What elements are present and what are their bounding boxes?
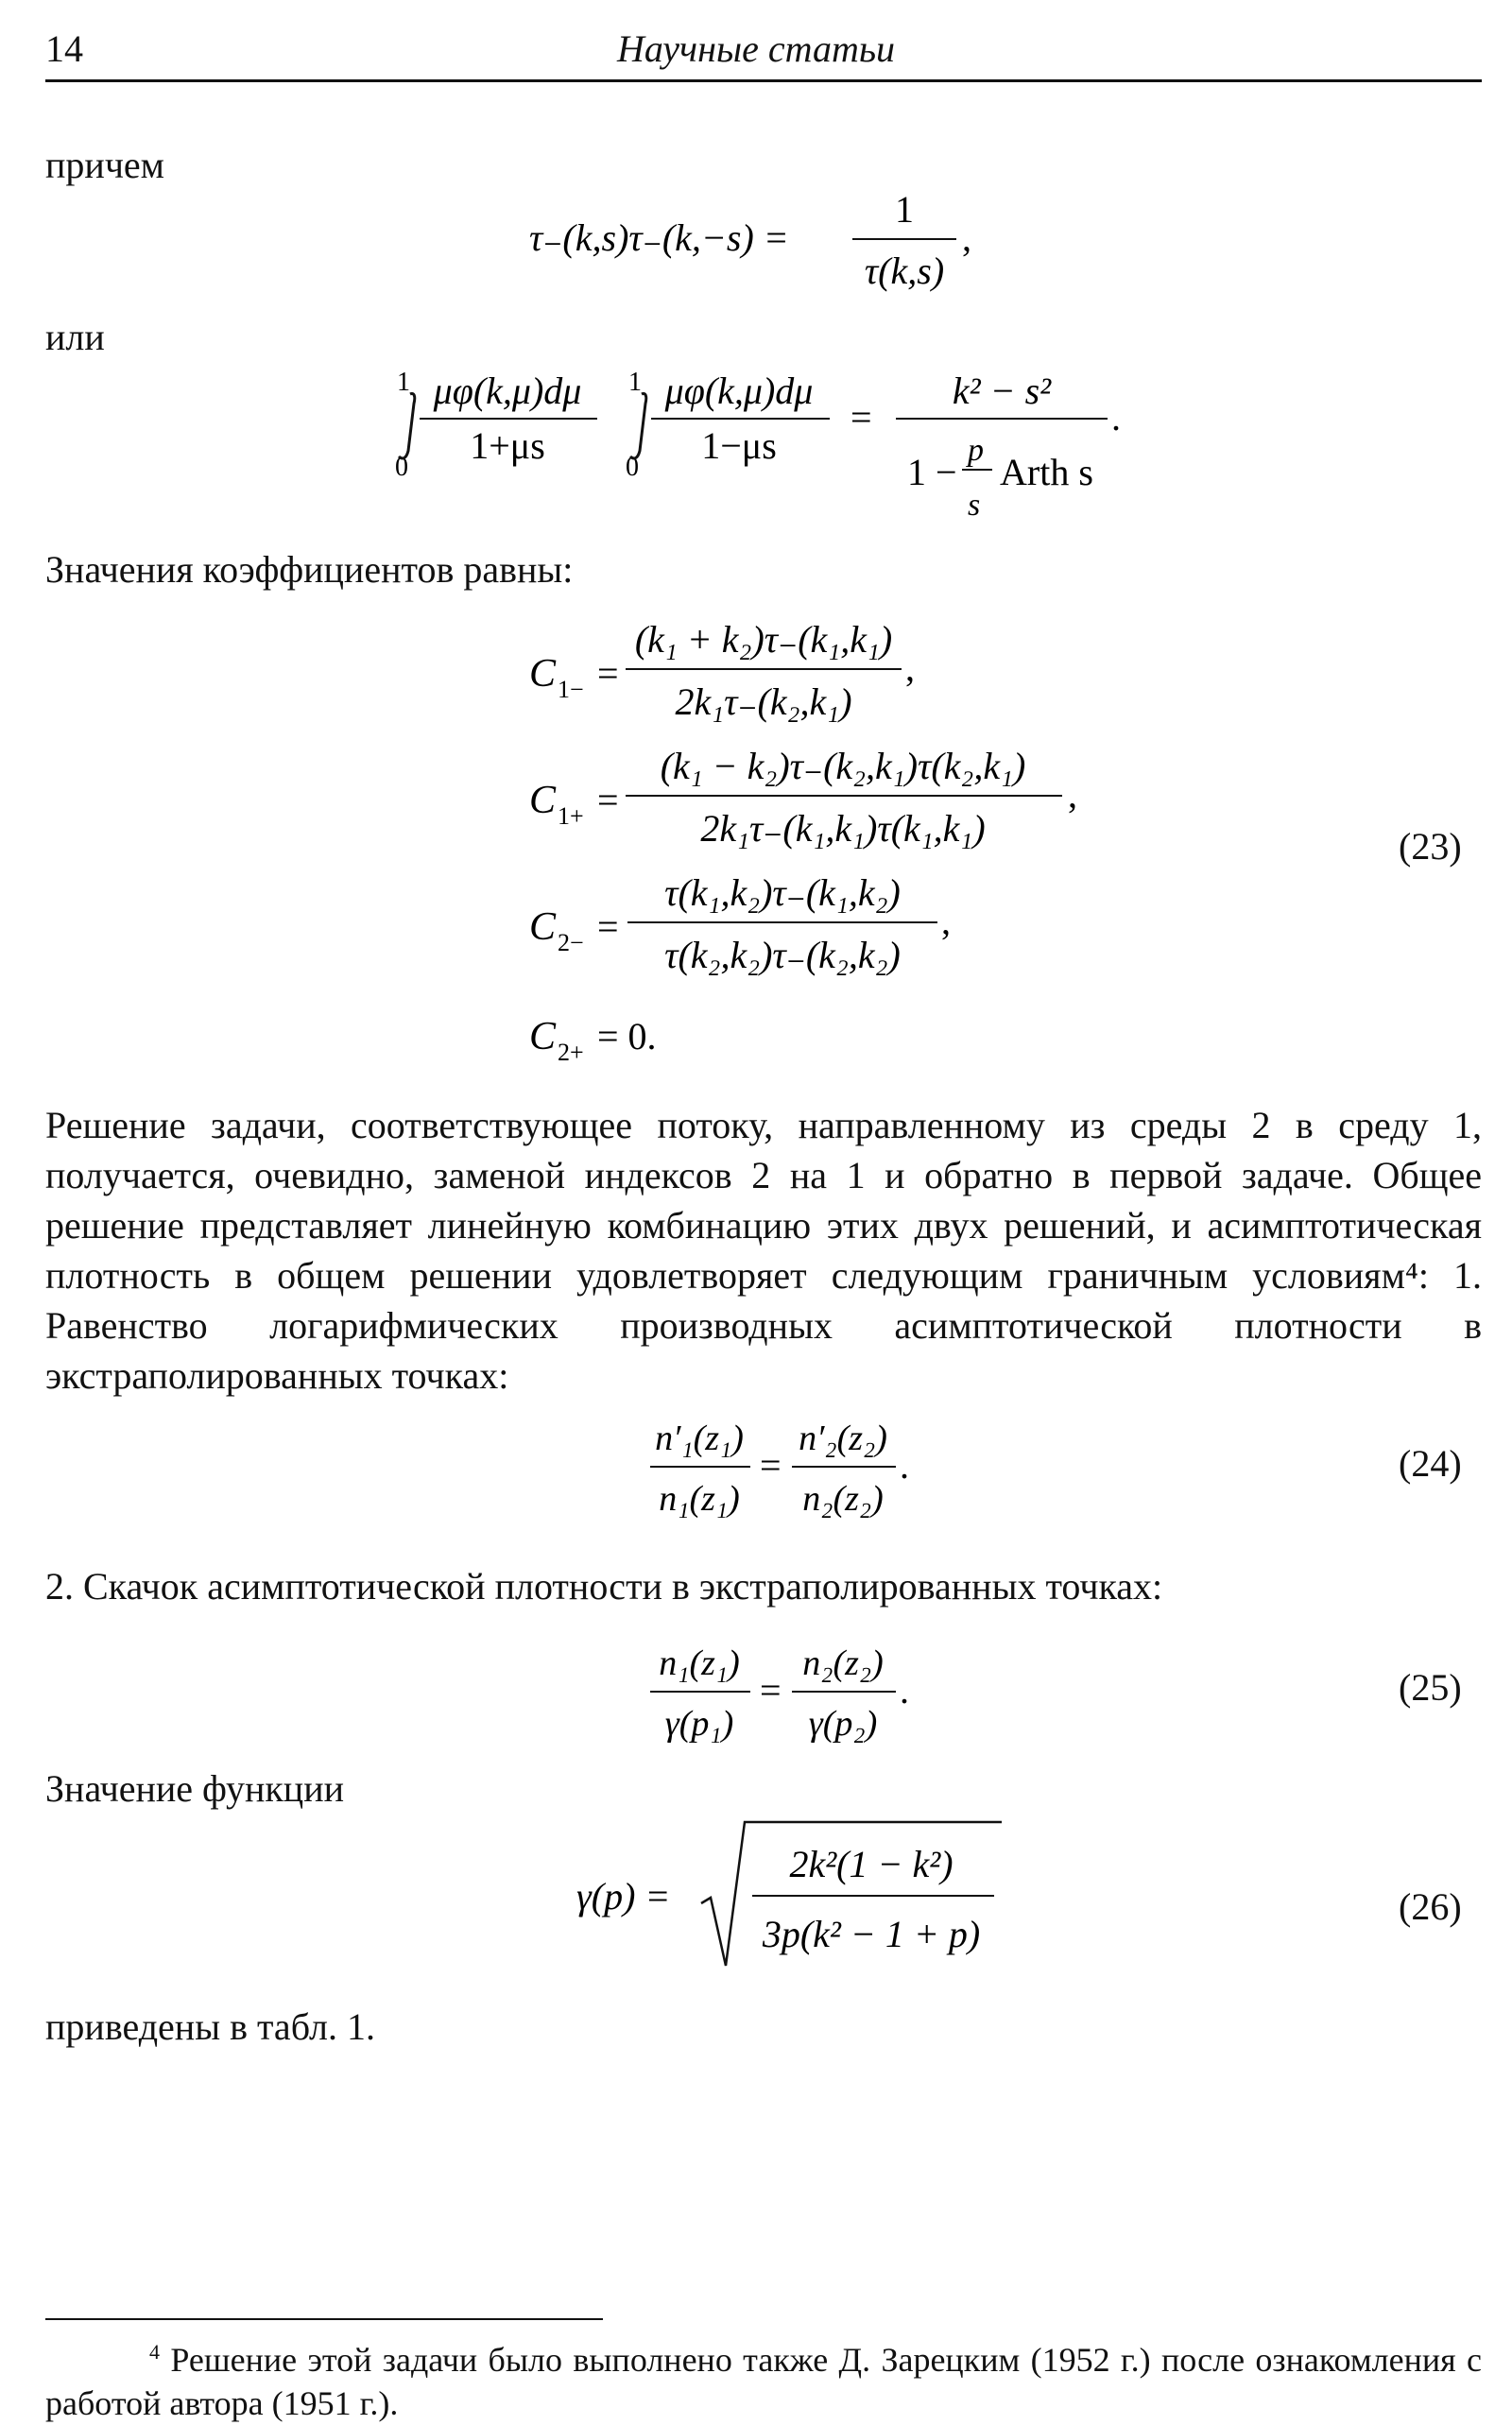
running-title: Научные статьи <box>616 27 896 70</box>
e26-den: 3p(k² − 1 + p) <box>762 1913 981 1955</box>
e25-den2: γ(p₂) <box>808 1704 878 1744</box>
c2m-sub: 2− <box>558 929 584 956</box>
text-coefficients: Значения коэффициентов равны: <box>45 548 574 591</box>
integral-sign-2 <box>630 393 646 458</box>
e25-num1: n₁(z₁) <box>659 1643 740 1683</box>
e24-den2: n₂(z₂) <box>802 1479 884 1519</box>
int3-s: s <box>968 488 981 523</box>
equation-coefficients <box>510 605 1134 1096</box>
int3-den-a: 1 − <box>907 451 957 493</box>
c1p-eq: = <box>597 779 619 821</box>
tau-num: 1 <box>895 188 914 231</box>
c2m-den: τ(k₂,k₂)τ₋(k₂,k₂) <box>664 934 901 976</box>
int1-den: 1+μs <box>470 424 545 467</box>
text-function-value: Значение функции <box>45 1767 345 1810</box>
eq-number-25: (25) <box>1399 1666 1462 1709</box>
c1p-den: 2k₁τ₋(k₁,k₁)τ(k₁,k₁) <box>700 807 986 850</box>
footnote-rule <box>45 2318 603 2320</box>
tau-lhs: τ₋(k,s)τ₋(k,−s) = <box>529 216 789 259</box>
c1p-num: (k₁ − k₂)τ₋(k₂,k₁)τ(k₂,k₁) <box>660 745 1026 787</box>
c1p-sub: 1+ <box>558 802 584 830</box>
e24-equals: = <box>760 1444 782 1487</box>
header-rule <box>45 79 1482 82</box>
e24-tail: . <box>900 1444 909 1487</box>
text-given-in-table: приведены в табл. 1. <box>45 2005 376 2048</box>
paragraph-solution: Решение задачи, соответствующее потоку, направленному из среды 2 в среду 1, получается, очевидно, заменой индексов 2 на 1 и обратно в первой задаче. Общее решение представляет линейную комбинацию этих двух решений, и асимптотическая плотность в общем решении удовлетворяет следующим граничным условиям⁴: 1. Равенство логарифмических производных асимптотической плотности в экстраполированных точках: <box>45 1104 1482 1397</box>
c1m-comma: , <box>905 646 915 689</box>
int3-p: p <box>968 433 984 468</box>
c2p-val: = 0. <box>597 1015 657 1058</box>
c1m-eq: = <box>597 652 619 695</box>
footnote-text: Решение этой задачи было выполнено также Д. Зарецким (1952 г.) после ознакомления с работой автора (1951 г.). <box>45 2341 1482 2422</box>
int2-upper: 1 <box>628 368 642 397</box>
equation-25 <box>643 1633 983 1765</box>
e26-num: 2k²(1 − k²) <box>789 1843 954 1885</box>
int2-den: 1−μs <box>701 424 777 467</box>
c2m-num: τ(k₁,k₂)τ₋(k₁,k₂) <box>664 871 901 914</box>
page-number: 14 <box>45 27 83 70</box>
tau-tail: , <box>962 216 971 259</box>
tau-den: τ(k,s) <box>864 249 945 292</box>
int1-upper: 1 <box>397 368 410 397</box>
c2p-sub: 2+ <box>558 1039 584 1066</box>
int-tail: . <box>1111 396 1121 439</box>
c1p-symbol: C <box>529 779 557 822</box>
int2-lower: 0 <box>626 453 639 482</box>
footnote-mark: 4 <box>149 2340 160 2364</box>
c2m-symbol: C <box>529 905 557 949</box>
equation-tau <box>491 184 1021 307</box>
equation-26 <box>567 1805 1058 1985</box>
e25-tail: . <box>900 1669 909 1711</box>
int-equals: = <box>850 396 872 439</box>
e25-equals: = <box>760 1669 782 1711</box>
int2-num: μφ(k,μ)dμ <box>664 370 814 412</box>
c2m-comma: , <box>941 900 951 942</box>
text-prichem: причем <box>45 144 164 186</box>
c1p-comma: , <box>1068 773 1077 816</box>
eq-number-24: (24) <box>1399 1442 1462 1485</box>
e24-den1: n₁(z₁) <box>659 1479 740 1519</box>
eq-number-26: (26) <box>1399 1885 1462 1928</box>
int3-num: k² − s² <box>952 370 1052 412</box>
c1m-sub: 1− <box>558 676 584 703</box>
c1m-den: 2k₁τ₋(k₂,k₁) <box>675 680 852 723</box>
e25-den1: γ(p₁) <box>664 1704 734 1744</box>
equation-24 <box>643 1408 983 1540</box>
c1m-symbol: C <box>529 652 557 696</box>
e24-num1: n′₁(z₁) <box>655 1419 744 1458</box>
footnote <box>45 2330 1482 2425</box>
integral-sign-1 <box>399 393 415 458</box>
equation-integral <box>378 354 1153 539</box>
e24-num2: n′₂(z₂) <box>799 1419 887 1458</box>
c2p-symbol: C <box>529 1015 557 1058</box>
c1m-num: (k₁ + k₂)τ₋(k₁,k₁) <box>634 618 893 661</box>
e26-lhs: γ(p) = <box>576 1875 671 1918</box>
int1-lower: 0 <box>395 453 408 482</box>
text-jump: 2. Скачок асимптотической плотности в экстраполированных точках: <box>45 1565 1163 1608</box>
e25-num2: n₂(z₂) <box>802 1643 884 1683</box>
int1-num: μφ(k,μ)dμ <box>433 370 582 412</box>
eq-number-23: (23) <box>1399 825 1462 868</box>
int3-arth: Arth s <box>1000 451 1093 493</box>
text-ili: или <box>45 316 105 358</box>
c2m-eq: = <box>597 905 619 948</box>
